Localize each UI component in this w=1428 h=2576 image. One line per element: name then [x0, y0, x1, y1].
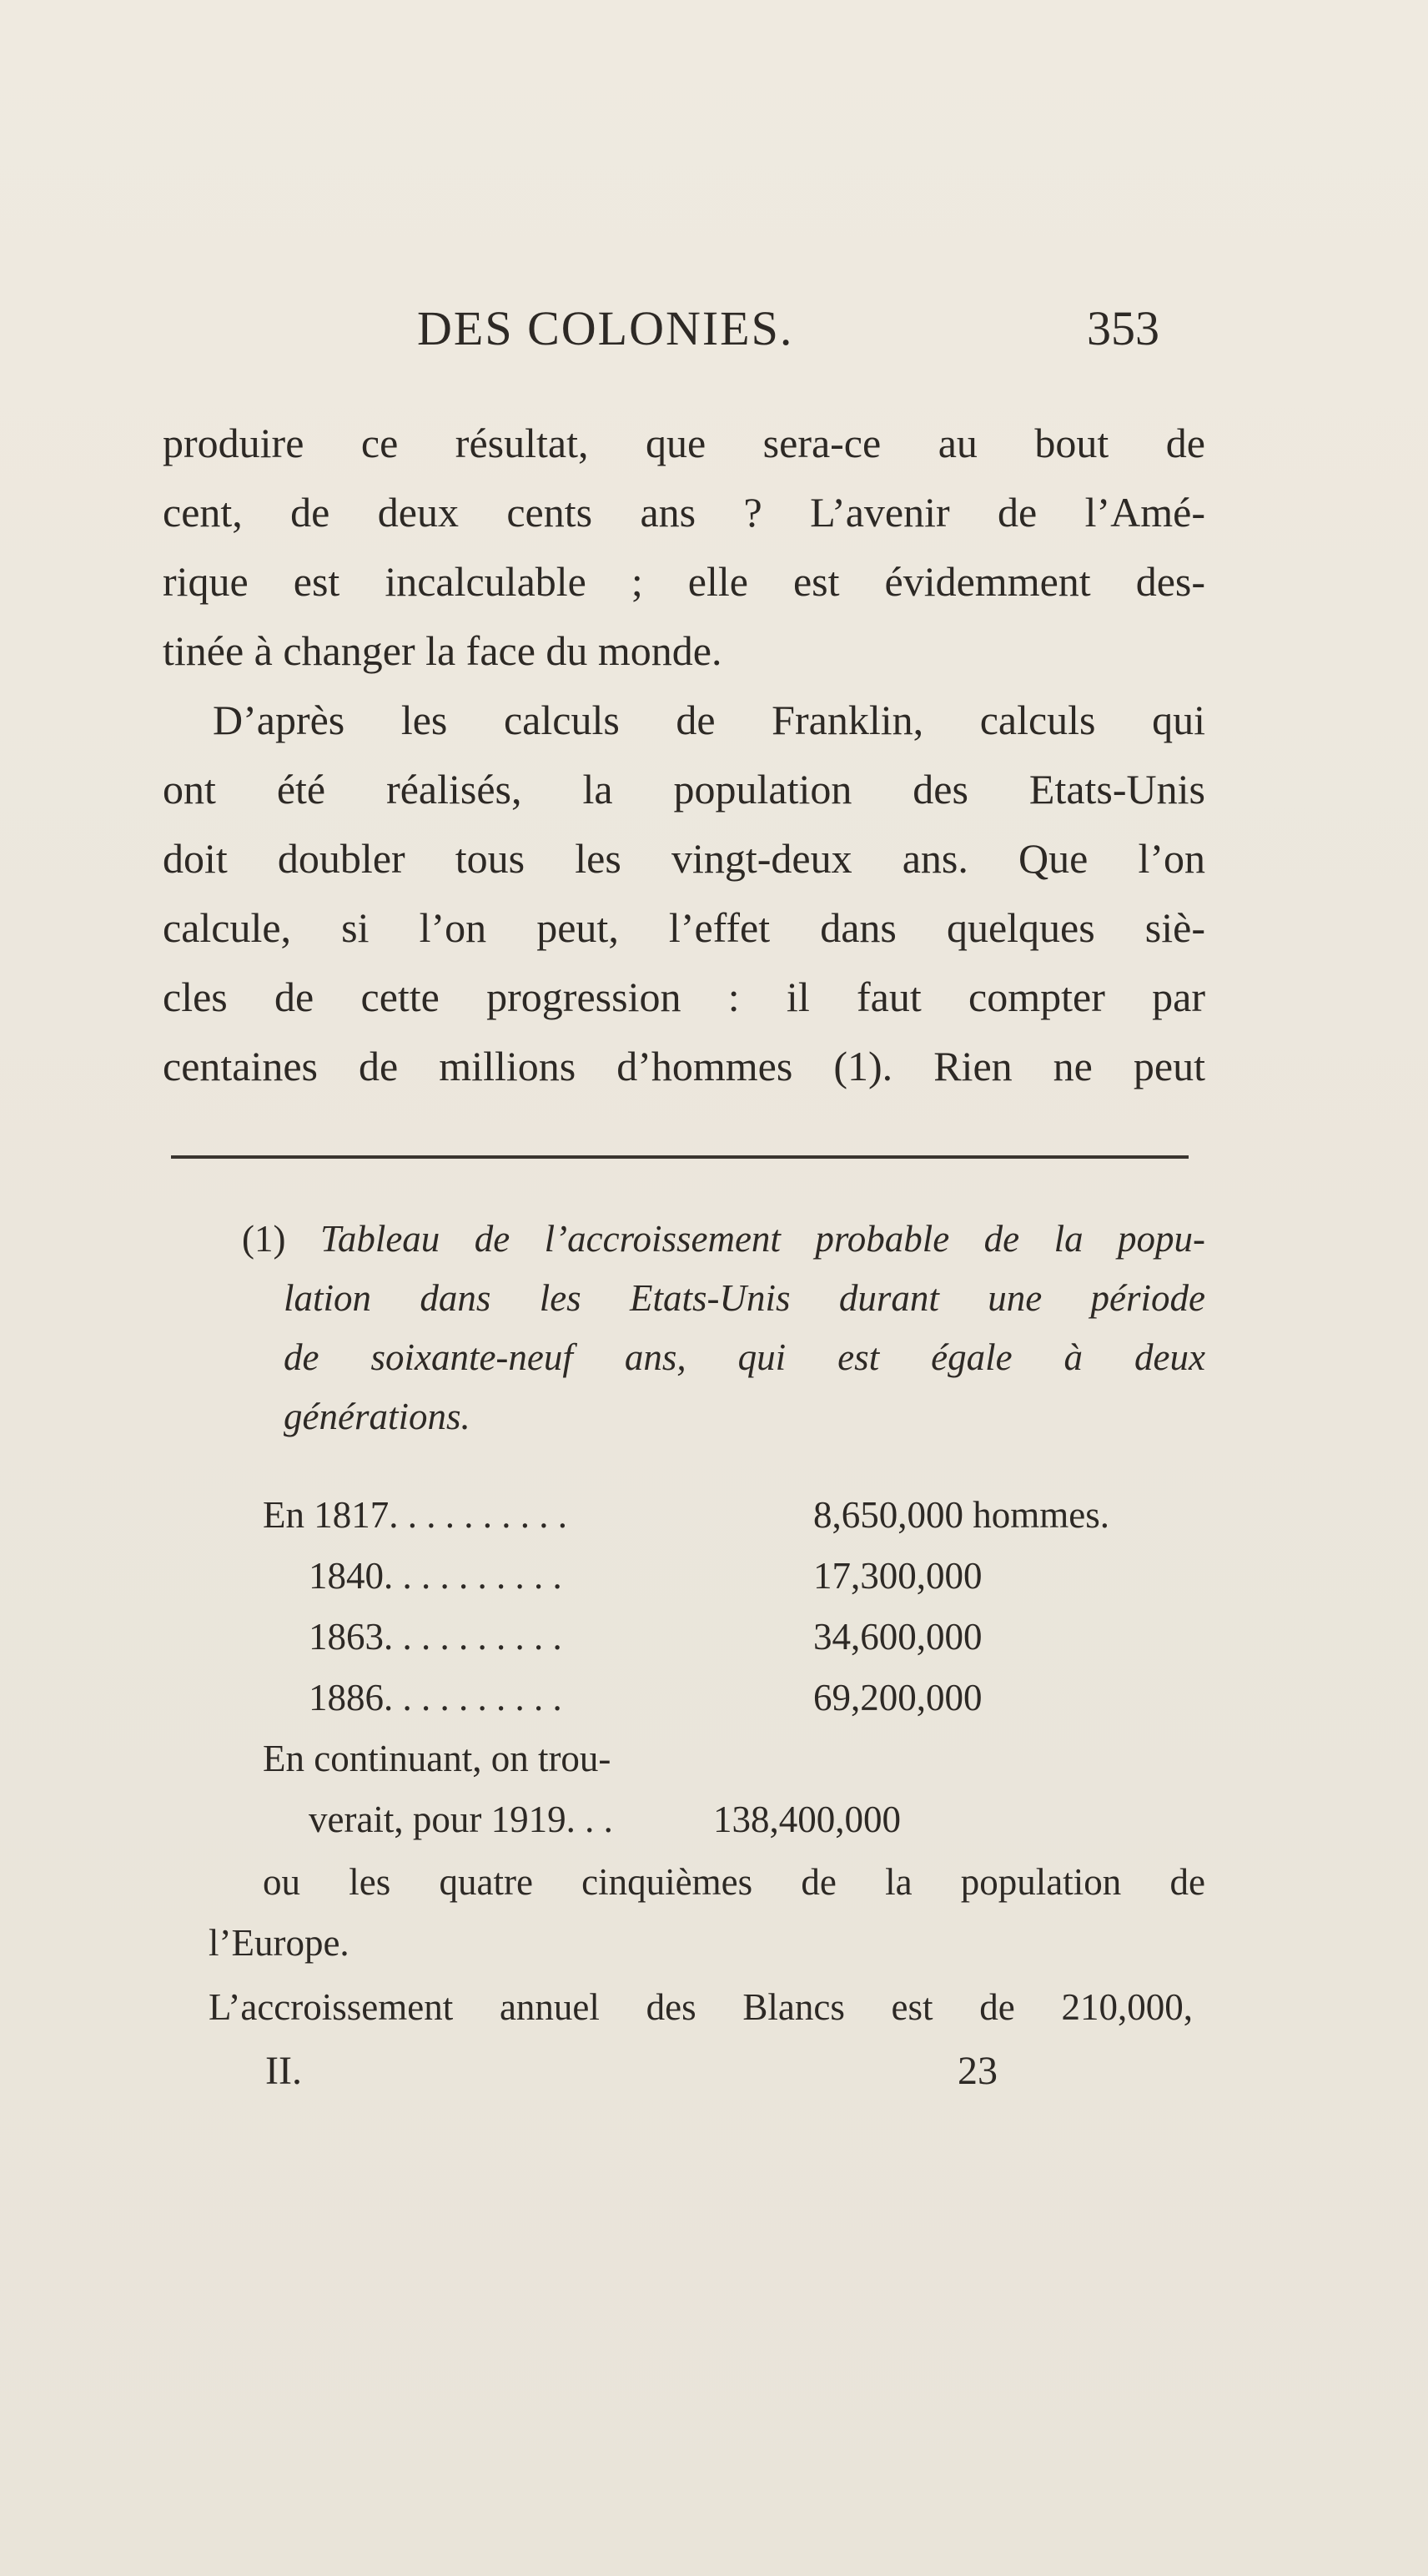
body-line: cles de cette progression : il faut compter par: [163, 974, 1205, 1020]
footnote-line: [242, 1210, 1205, 1269]
table-row: [263, 1789, 1205, 1850]
footnote-text: Tableau de l’accroissement probable de la popu-: [319, 1218, 1206, 1260]
footnote-line: lation dans les Etats-Unis durant une période: [284, 1277, 1205, 1319]
table-row: [263, 1728, 1205, 1789]
footnote-line: de soixante-neuf ans, qui est égale à deux: [284, 1336, 1205, 1378]
footnote-mark: (1): [242, 1218, 286, 1260]
footnote: [242, 1210, 1205, 1446]
population-value: 8,650,000 hommes.: [813, 1494, 1109, 1536]
table-row: [263, 1607, 1205, 1668]
body-line: produire ce résultat, que sera-ce au bout de: [163, 420, 1205, 466]
footnote-tail: [163, 1852, 1205, 1974]
footnote-line: générations.: [284, 1396, 470, 1437]
body-line: tinée à changer la face du monde.: [163, 627, 722, 674]
year-label: 1863. . . . . . . . . .: [309, 1616, 562, 1658]
body-line: ont été réalisés, la population des Etats-Unis: [163, 766, 1205, 813]
population-value: 17,300,000: [813, 1555, 983, 1597]
footnote-separator: [171, 1155, 1189, 1159]
body-line: doit doubler tous les vingt-deux ans. Que l’on: [163, 835, 1205, 882]
year-label: 1840. . . . . . . . . .: [309, 1555, 562, 1597]
population-table: [263, 1485, 1205, 1850]
footnote-tail-line: ou les quatre cinquièmes de la population de: [263, 1861, 1205, 1903]
footnote-last: [209, 1977, 1193, 2038]
running-header: [167, 300, 1193, 375]
population-value: 138,400,000: [713, 1799, 901, 1840]
continuation-label: En continuant, on trou-: [263, 1738, 611, 1779]
year-label: 1886. . . . . . . . . .: [309, 1677, 562, 1718]
running-title: DES COLONIES.: [417, 301, 794, 355]
page-number: 353: [1087, 301, 1159, 355]
table-row: [263, 1546, 1205, 1607]
table-row: [263, 1668, 1205, 1728]
body-line: D’après les calculs de Franklin, calculs qui: [213, 697, 1205, 743]
body-line: calcule, si l’on peut, l’effet dans quelques siè-: [163, 904, 1205, 951]
volume-mark: II.: [265, 2049, 302, 2093]
body-line: cent, de deux cents ans ? L’avenir de l’Amé-: [163, 489, 1205, 536]
population-value: 34,600,000: [813, 1616, 983, 1658]
footnote-last-line: L’accroissement annuel des Blancs est de 210,000,: [209, 1986, 1193, 2028]
body-line: centaines de millions d’hommes (1). Rien ne peut: [163, 1043, 1205, 1089]
year-label: En 1817. . . . . . . . . .: [263, 1494, 567, 1536]
footnote-tail-line: l’Europe.: [209, 1922, 349, 1964]
population-value: 69,200,000: [813, 1677, 983, 1718]
body-line: rique est incalculable ; elle est évidemment des-: [163, 558, 1205, 605]
continuation-label: verait, pour 1919. . .: [309, 1799, 613, 1840]
signature-mark: 23: [958, 2049, 998, 2093]
body-text: [163, 409, 1205, 1101]
table-row: [263, 1485, 1205, 1546]
